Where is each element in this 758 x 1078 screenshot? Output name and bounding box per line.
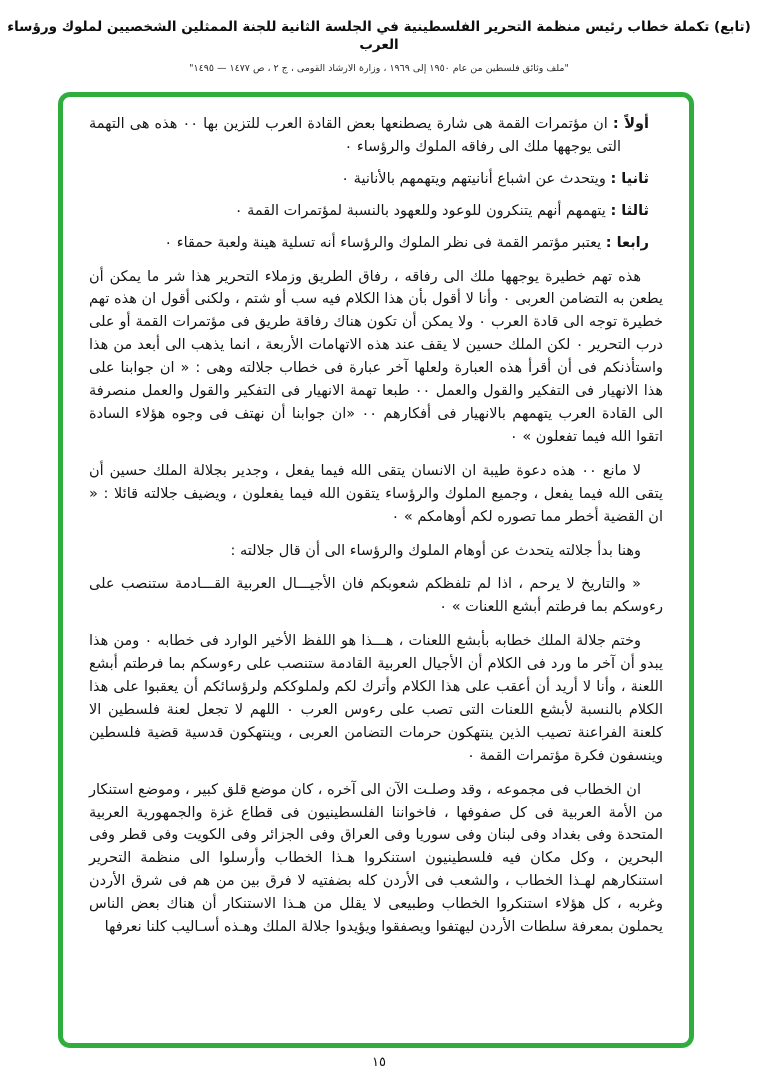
page-header — [0, 0, 758, 74]
item-label-first: أولاً : — [612, 116, 650, 132]
item-text-second: ويتحدث عن اشباع أنانيتهم ويتهمهم بالأنانية ٠ — [341, 170, 606, 187]
item-text-third: يتهمهم أنهم يتنكرون للوعود وللعهود بالنسبة لمؤتمرات القمة ٠ — [234, 202, 606, 219]
page-footer — [0, 1051, 758, 1070]
page-number: ١٥ — [372, 1055, 386, 1070]
paragraph-accusations: هذه تهم خطيرة يوجهها ملك الى رفاقه ، رفاق الطريق وزملاء التحرير هذا شر ما يمكن أن يطعن به التضامن العربى ٠ وأنا لا أقول بأن هذا الكلام فيه سب أو شتم ، ولكنى أقول ان هذه تهم خطيرة توجه الى قادة العرب ٠ ولا يمكن أن تكون هناك رفاقة طريق فى مؤتمرات القمة أو على درب التحرير ٠ لكن الملك حسين لا يقف عند هذه الاتهامات الأربعة ، انما يذهب الى أبعد من هذا واستأذنكم فى أن أقرأ هذه العبارة ولعلها آخر عبارة فى خطاب جلالته وهى : « ان جوابنا على هذا الانهيار فى التفكير والقول والعمل ٠٠ طبعا تهمة الانهيار فى التفكير والقول والعمل منصرفة الى القادة العرب يتهمهم بالانهيار فى أفكارهم ٠٠ «ان جوابنا أن نهتف فى وجوه هؤلاء السادة اتقوا الله فيما تفعلون » ٠ — [89, 268, 664, 445]
paragraph-curses-comment: وختم جلالة الملك خطابه بأبشع اللعنات ، هـــذا هو اللفظ الأخير الوارد فى خطابه ٠ ومن هذا يبدو أن آخر ما ورد فى الكلام أن الأجيال العربية القادمة ستنصب على رءوسكم بما فرطتم أبشع اللعنة ، وأنا لا أريد أن أعقب على هذا الكلام وأترك لكم ولملوككم ولرؤسائكم أن يعقبوا على هذا الكلام بالنسبة لأبشع اللعنات التى تصب على رءوس العرب ٠ اللهم لا تجعل لعنة فلسطين الا كلعنة الفراعنة تصيب الذين ينتهكون حرمات التضامن العربى ، وينتهكون قدسية قضية فلسطين وينسفون فكرة مؤتمرات القمة ٠ — [89, 633, 663, 764]
document-source-line: "ملف وثائق فلسطين من عام ١٩٥٠ إلى ١٩٦٩ ، وزارة الارشاد القومى ، ج ٢ ، ص ١٤٧٧ — ١٤٩٥" — [189, 63, 569, 75]
list-item-third — [89, 200, 663, 223]
paragraph-delusions-intro: وهنا بدأ جلالته يتحدث عن أوهام الملوك والرؤساء الى أن قال جلالته : — [230, 542, 641, 559]
item-label-second: ثانيا : — [610, 170, 649, 187]
paragraph-no-objection: لا مانع ٠٠ هذه دعوة طيبة ان الانسان يتقى الله فيما يفعل ، وجدير بجلالة الملك حسين أن يتقى الله فيما يفعل ، وجميع الملوك والرؤساء يتقون الله فيما يفعلون ، ويضيف جلالته قائلا : « ان القضية أخطر مما تصوره لكم أوهامكم » ٠ — [89, 462, 663, 525]
list-item-first — [89, 113, 663, 159]
list-item-second — [89, 168, 663, 191]
item-label-fourth: رابعا : — [605, 234, 649, 251]
item-text-fourth: يعتبر مؤتمر القمة فى نظر الملوك والرؤساء أنه تسلية هينة ولعبة حمقاء ٠ — [164, 234, 602, 251]
text-frame-border — [58, 92, 694, 1048]
list-item-fourth — [89, 232, 663, 255]
document-title: (تابع) تكملة خطاب رئيس منظمة التحرير الفلسطينية في الجلسة الثانية للجنة الممثلين الشخصيين لملوك ورؤساء العرب — [7, 19, 751, 54]
item-text-first: ان مؤتمرات القمة هى شارة يصطنعها بعض القادة العرب للتزين بها ٠٠ هذه هى التهمة التى يوجهها ملك الى رفاقه الملوك والرؤساء ٠ — [89, 116, 621, 155]
item-label-third: ثالثا : — [610, 202, 649, 219]
paragraph-speech-reaction: ان الخطاب فى مجموعه ، وقد وصلـت الآن الى آخره ، كان موضع قلق كبير ، وموضع استنكار من الأمة العربية فى كل صفوفها ، فاخواننا الفلسطينيون فى قطاع غزة والجمهورية العربية المتحدة وفى بغداد وفى لبنان وفى سوريا وفى العراق وفى الجزائر وفى الكويت وفى قطر وفى البحرين ، وكل مكان فيه فلسطينيون استنكروا هـذا الخطاب وأرسلوا الى منظمة التحرير استنكارهم لهـذا الخطاب ، والشعب فى الأردن كله بضفتيه لا فرق بين من هم فى شرق الأردن وغربه ، كل هؤلاء استنكروا الخطاب وطبيعى لا يقلل من هـذا الاستنكار أن هناك بعض الناس يحملون بمعرفة سلطات الأردن ليهتفوا ويصفقوا ويؤيدوا جلالة الملك وهـذه أسـاليب كلنا نعرفها — [89, 781, 663, 936]
paragraph-history-quote: « والتاريخ لا يرحم ، اذا لم تلفظكم شعوبكم فان الأجيـــال العربية القـــادمة ستنصب على رءوسكم بما فرطتم أبشع اللعنات » ٠ — [89, 576, 663, 616]
